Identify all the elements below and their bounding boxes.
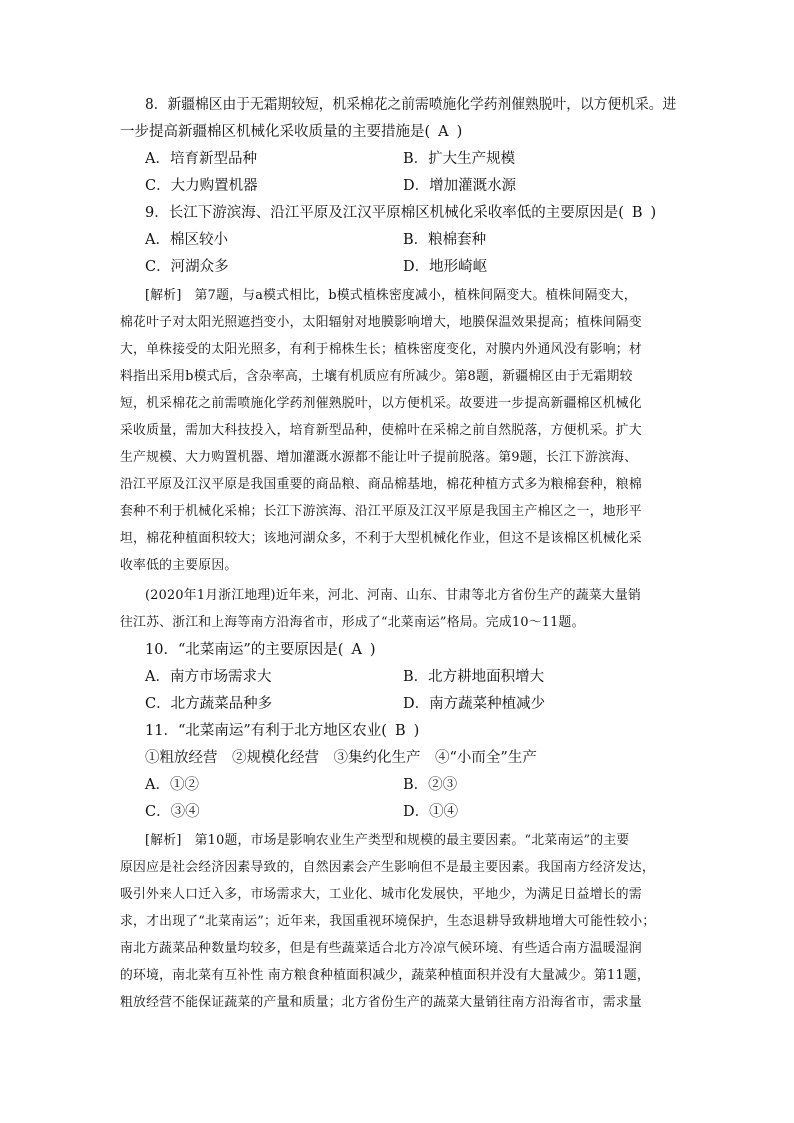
analysis2-line: 的环境，南北菜有互补性 南方粮食种植面积减少，蔬菜种植面积并没有大量减少。第11题， — [120, 968, 650, 983]
q10-option-a: A．南方市场需求大 — [145, 669, 272, 685]
q10-stem-prefix: 10．“北菜南运”的主要原因是( — [145, 642, 344, 658]
q9-option-d: D．地形崎岖 — [403, 259, 488, 275]
q9-option-a: A．棉区较小 — [145, 232, 228, 248]
q11-answer: B — [394, 723, 406, 739]
q8-option-c: C．大力购置机器 — [145, 178, 258, 194]
q11-option-b: B．②③ — [403, 777, 458, 793]
q8-stem-prefix: 一步提高新疆棉区机械化采收质量的主要措施是( — [120, 124, 431, 140]
analysis1-line: 大，单株接受的太阳光照多，有利于棉株生长；植株密度变化，对膜内外通风没有影响；材 — [120, 342, 642, 357]
q8-stem-line2 — [120, 121, 462, 143]
q10-option-c: C．北方蔬菜品种多 — [145, 696, 273, 712]
analysis1-line: [解析] 第7题，与a模式相比，b模式植株密度减小，植株间隔变大。植株间隔变大， — [145, 288, 637, 303]
q11-option-c: C．③④ — [145, 804, 200, 820]
analysis1-line: 套种不利于机械化采棉；长江下游滨海、沿江平原及江汉平原是我国主产棉区之一，地形平 — [120, 504, 642, 519]
analysis1-line: 生产规模、大力购置机器、增加灌溉水源都不能让叶子提前脱落。第9题，长江下游滨海、 — [120, 450, 638, 465]
q11-stem — [145, 720, 419, 742]
q10-option-b: B．北方耕地面积增大 — [403, 669, 545, 685]
analysis1-line: 坦，棉花种植面积较大；该地河湖众多，不利于大型机械化作业，但这不是该棉区机械化采 — [120, 531, 642, 546]
q9-stem-prefix: 9．长江下游滨海、沿江平原及江汉平原棉区机械化采收率低的主要原因是( — [145, 205, 624, 221]
analysis2-line: 南北方蔬菜品种数量均较多，但是有些蔬菜适合北方冷凉气候环境、有些适合南方温暖湿润 — [120, 941, 642, 956]
q8-option-d: D．增加灌溉水源 — [403, 178, 517, 194]
q8-option-b: B．扩大生产规模 — [403, 151, 516, 167]
q10-stem-suffix: ) — [369, 642, 376, 658]
q10-stem — [145, 639, 376, 661]
intro-line: 往江苏、浙江和上海等南方沿海省市，形成了“北菜南运”格局。完成10～11题。 — [120, 615, 585, 630]
q11-stem-suffix: ) — [413, 723, 420, 739]
q10-answer: A — [351, 642, 362, 658]
analysis2-line: [解析] 第10题，市场是影响农业生产类型和规模的最主要因素。“北菜南运”的主要 — [145, 833, 630, 848]
analysis2-line: 粗放经营不能保证蔬菜的产量和质量；北方省份生产的蔬菜大量销往南方沿海省市，需求量 — [120, 995, 642, 1010]
analysis1-line: 沿江平原及江汉平原是我国重要的商品粮、商品棉基地，棉花种植方式多为粮棉套种，粮棉 — [120, 477, 642, 492]
q11-option-a: A．①② — [145, 777, 199, 793]
analysis2-line: 求，才出现了“北菜南运”；近年来，我国重视环境保护，生态退耕导致耕地增大可能性较小； — [120, 914, 656, 929]
q11-option-d: D．①④ — [403, 804, 459, 820]
q9-option-c: C．河湖众多 — [145, 259, 229, 275]
analysis2-line: 原因应是社会经济因素导致的，自然因素会产生影响但不是最主要因素。我国南方经济发达， — [120, 860, 655, 875]
q11-items: ①粗放经营 ②规模化经营 ③集约化生产 ④“小而全”生产 — [145, 750, 537, 766]
q8-option-a: A．培育新型品种 — [145, 151, 257, 167]
analysis1-line: 采收质量，需加大科技投入，培育新型品种，使棉叶在采棉之前自然脱落，方便机采。扩大 — [120, 423, 642, 438]
analysis1-line: 短，机采棉花之前需喷施化学药剂催熟脱叶，以方便机采。故要进一步提高新疆棉区机械化 — [120, 396, 642, 411]
q8-stem-line1: 8．新疆棉区由于无霜期较短，机采棉花之前需喷施化学药剂催熟脱叶，以方便机采。进 — [145, 97, 677, 113]
intro-line: (2020年1月浙江地理)近年来，河北、河南、山东、甘肃等北方省份生产的蔬菜大量销 — [145, 588, 642, 603]
q9-stem-suffix: ) — [650, 205, 657, 221]
q9-answer: B — [631, 205, 643, 221]
q8-stem-suffix: ) — [456, 124, 463, 140]
q11-stem-prefix: 11．“北菜南运”有利于北方地区农业( — [145, 723, 387, 739]
q9-option-b: B．粮棉套种 — [403, 232, 487, 248]
q8-answer: A — [438, 124, 449, 140]
analysis1-line: 料指出采用b模式后，含杂率高，土壤有机质应有所减少。第8题，新疆棉区由于无霜期较 — [120, 369, 633, 384]
analysis1-line: 棉花叶子对太阳光照遮挡变小，太阳辐射对地膜影响增大，地膜保温效果提高；植株间隔变 — [120, 315, 642, 330]
q10-option-d: D．南方蔬菜种植减少 — [403, 696, 546, 712]
analysis1-line: 收率低的主要原因。 — [120, 558, 238, 573]
analysis2-line: 吸引外来人口迁入多，市场需求大，工业化、城市化发展快，平地少，为满足日益增长的需 — [120, 887, 642, 902]
q9-stem — [145, 202, 656, 224]
